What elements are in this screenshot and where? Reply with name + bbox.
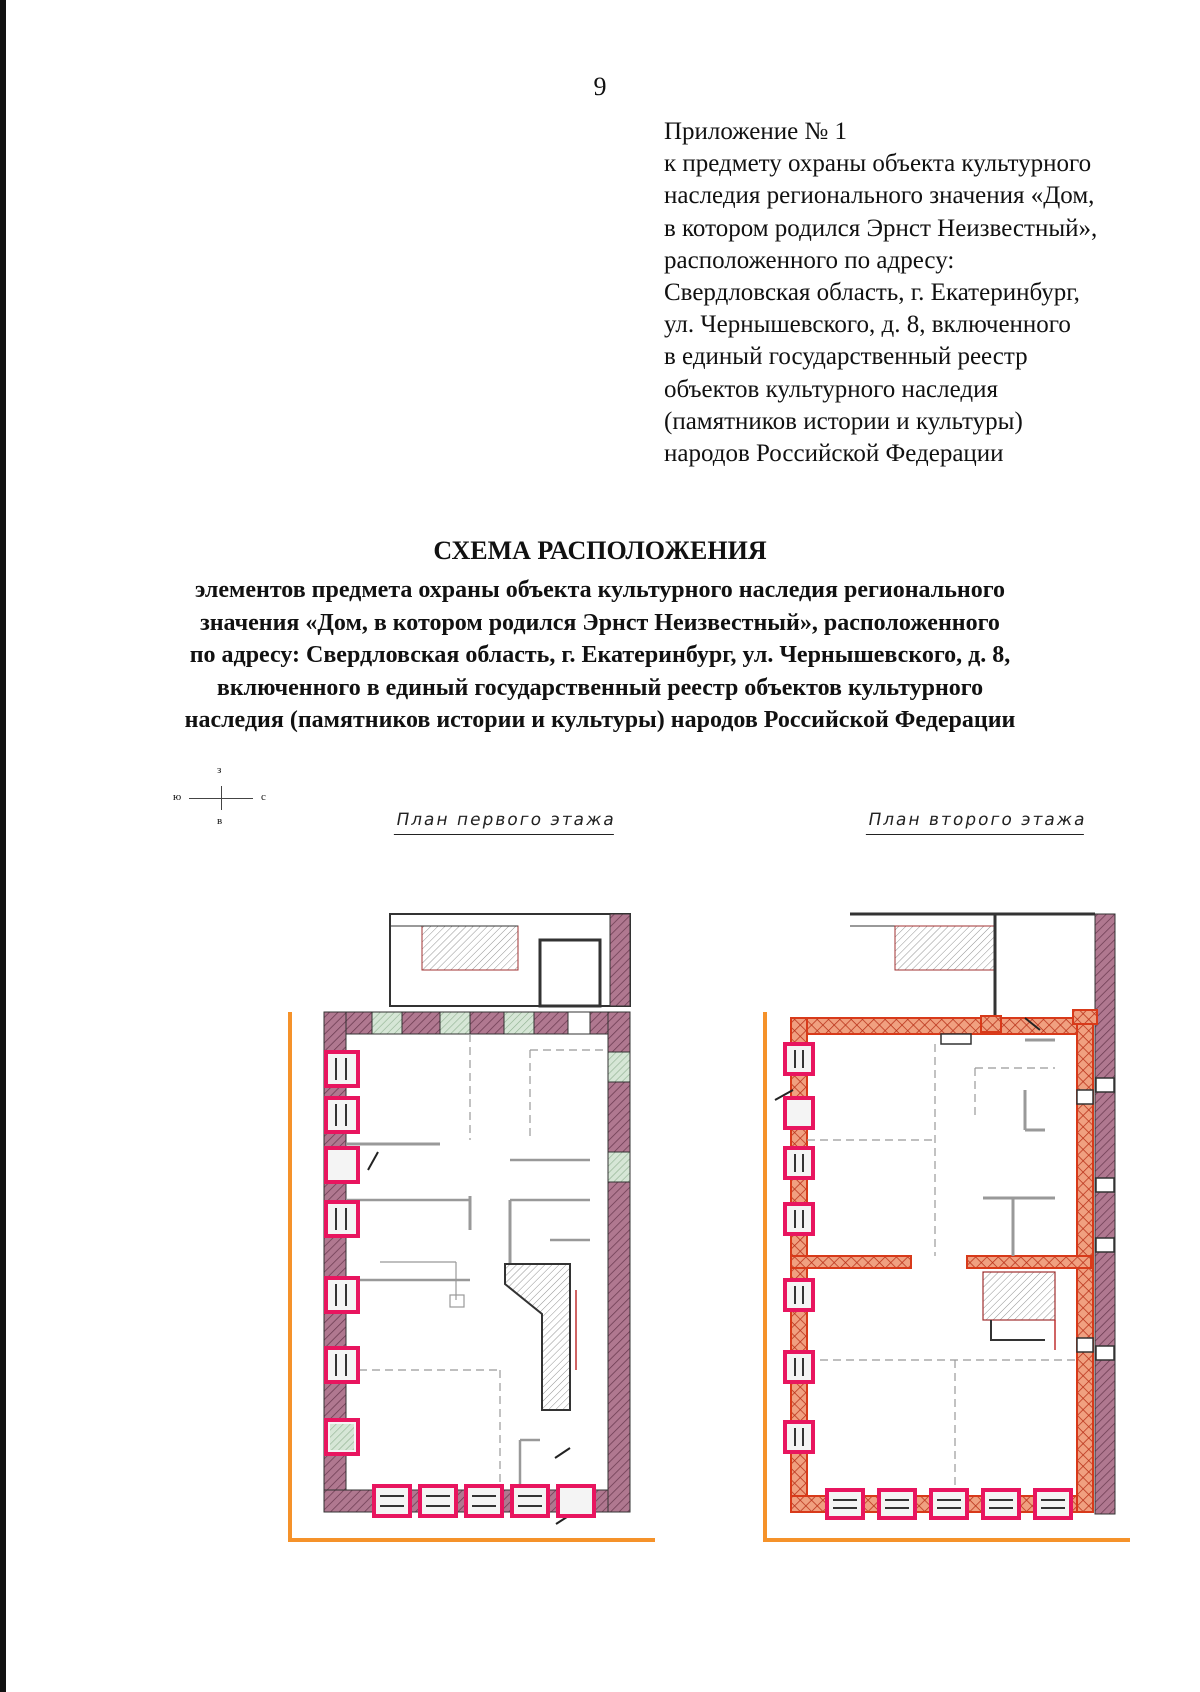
appendix-line: Приложение № 1: [664, 118, 848, 145]
page-number: 9: [593, 72, 607, 101]
appendix-line: в котором родился Эрнст Неизвестный»,: [664, 214, 1098, 242]
appendix-line: ул. Чернышевского, д. 8, включенного: [664, 311, 1071, 339]
second-floor-plan: [755, 900, 1135, 1550]
appendix-line: объектов культурного наследия: [664, 375, 998, 403]
protected-windows-bottom: [374, 1486, 594, 1516]
scan-left-edge: [0, 0, 6, 1692]
compass-east-label: с: [261, 791, 266, 803]
porch-stairs: [390, 914, 630, 1006]
brick-walls: [791, 1010, 1097, 1512]
compass-north-label: з: [217, 764, 222, 776]
appendix-block: [664, 116, 1184, 470]
outer-walls: [324, 1012, 630, 1512]
interior-staircase: [505, 1264, 576, 1410]
scheme-title: СХЕМА РАСПОЛОЖЕНИЯ: [433, 536, 767, 565]
appendix-line: Свердловская область, г. Екатеринбург,: [664, 279, 1080, 307]
scheme-subtitle-line: включенного в единый государственный реестр объектов культурного: [216, 674, 984, 701]
interior-partitions: [346, 1034, 608, 1490]
scheme-subtitle-line: наследия (памятников истории и культуры) народов Российской Федерации: [184, 707, 1016, 733]
appendix-line: народов Российской Федерации: [664, 440, 1004, 468]
compass-west-label: ю: [173, 791, 182, 803]
appendix-line: (памятников истории и культуры): [664, 407, 1023, 435]
appendix-line: расположенного по адресу:: [664, 246, 955, 274]
window-infill: [330, 1424, 354, 1450]
scheme-subtitle-line: по адресу: Свердловская область, г. Екатеринбург, ул. Чернышевского, д. 8,: [189, 642, 1011, 668]
appendix-line: наследия регионального значения «Дом,: [664, 182, 1095, 210]
interior-staircase: [983, 1272, 1055, 1350]
appendix-line: в единый государственный реестр: [664, 343, 1028, 371]
first-floor-plan-title: План первого этажа: [394, 810, 618, 835]
porch-stairs: [850, 914, 1115, 1514]
scheme-subtitle: [0, 574, 1200, 737]
orange-boundary-line: [765, 1012, 1130, 1540]
protected-windows-bottom: [827, 1490, 1071, 1518]
compass-rose: [165, 760, 275, 830]
appendix-line: к предмету охраны объекта культурного: [664, 150, 1092, 178]
scheme-subtitle-line: элементов предмета охраны объекта культурного наследия регионального: [194, 577, 1006, 603]
wall-niche: [941, 1034, 971, 1044]
scheme-subtitle-line: значения «Дом, в котором родился Эрнст Неизвестный», расположенного: [200, 609, 1000, 636]
compass-south-label: в: [217, 815, 223, 827]
compass-vertical-line: [221, 786, 222, 810]
second-floor-plan-title: План второго этажа: [866, 810, 1089, 835]
first-floor-plan: [280, 900, 660, 1550]
